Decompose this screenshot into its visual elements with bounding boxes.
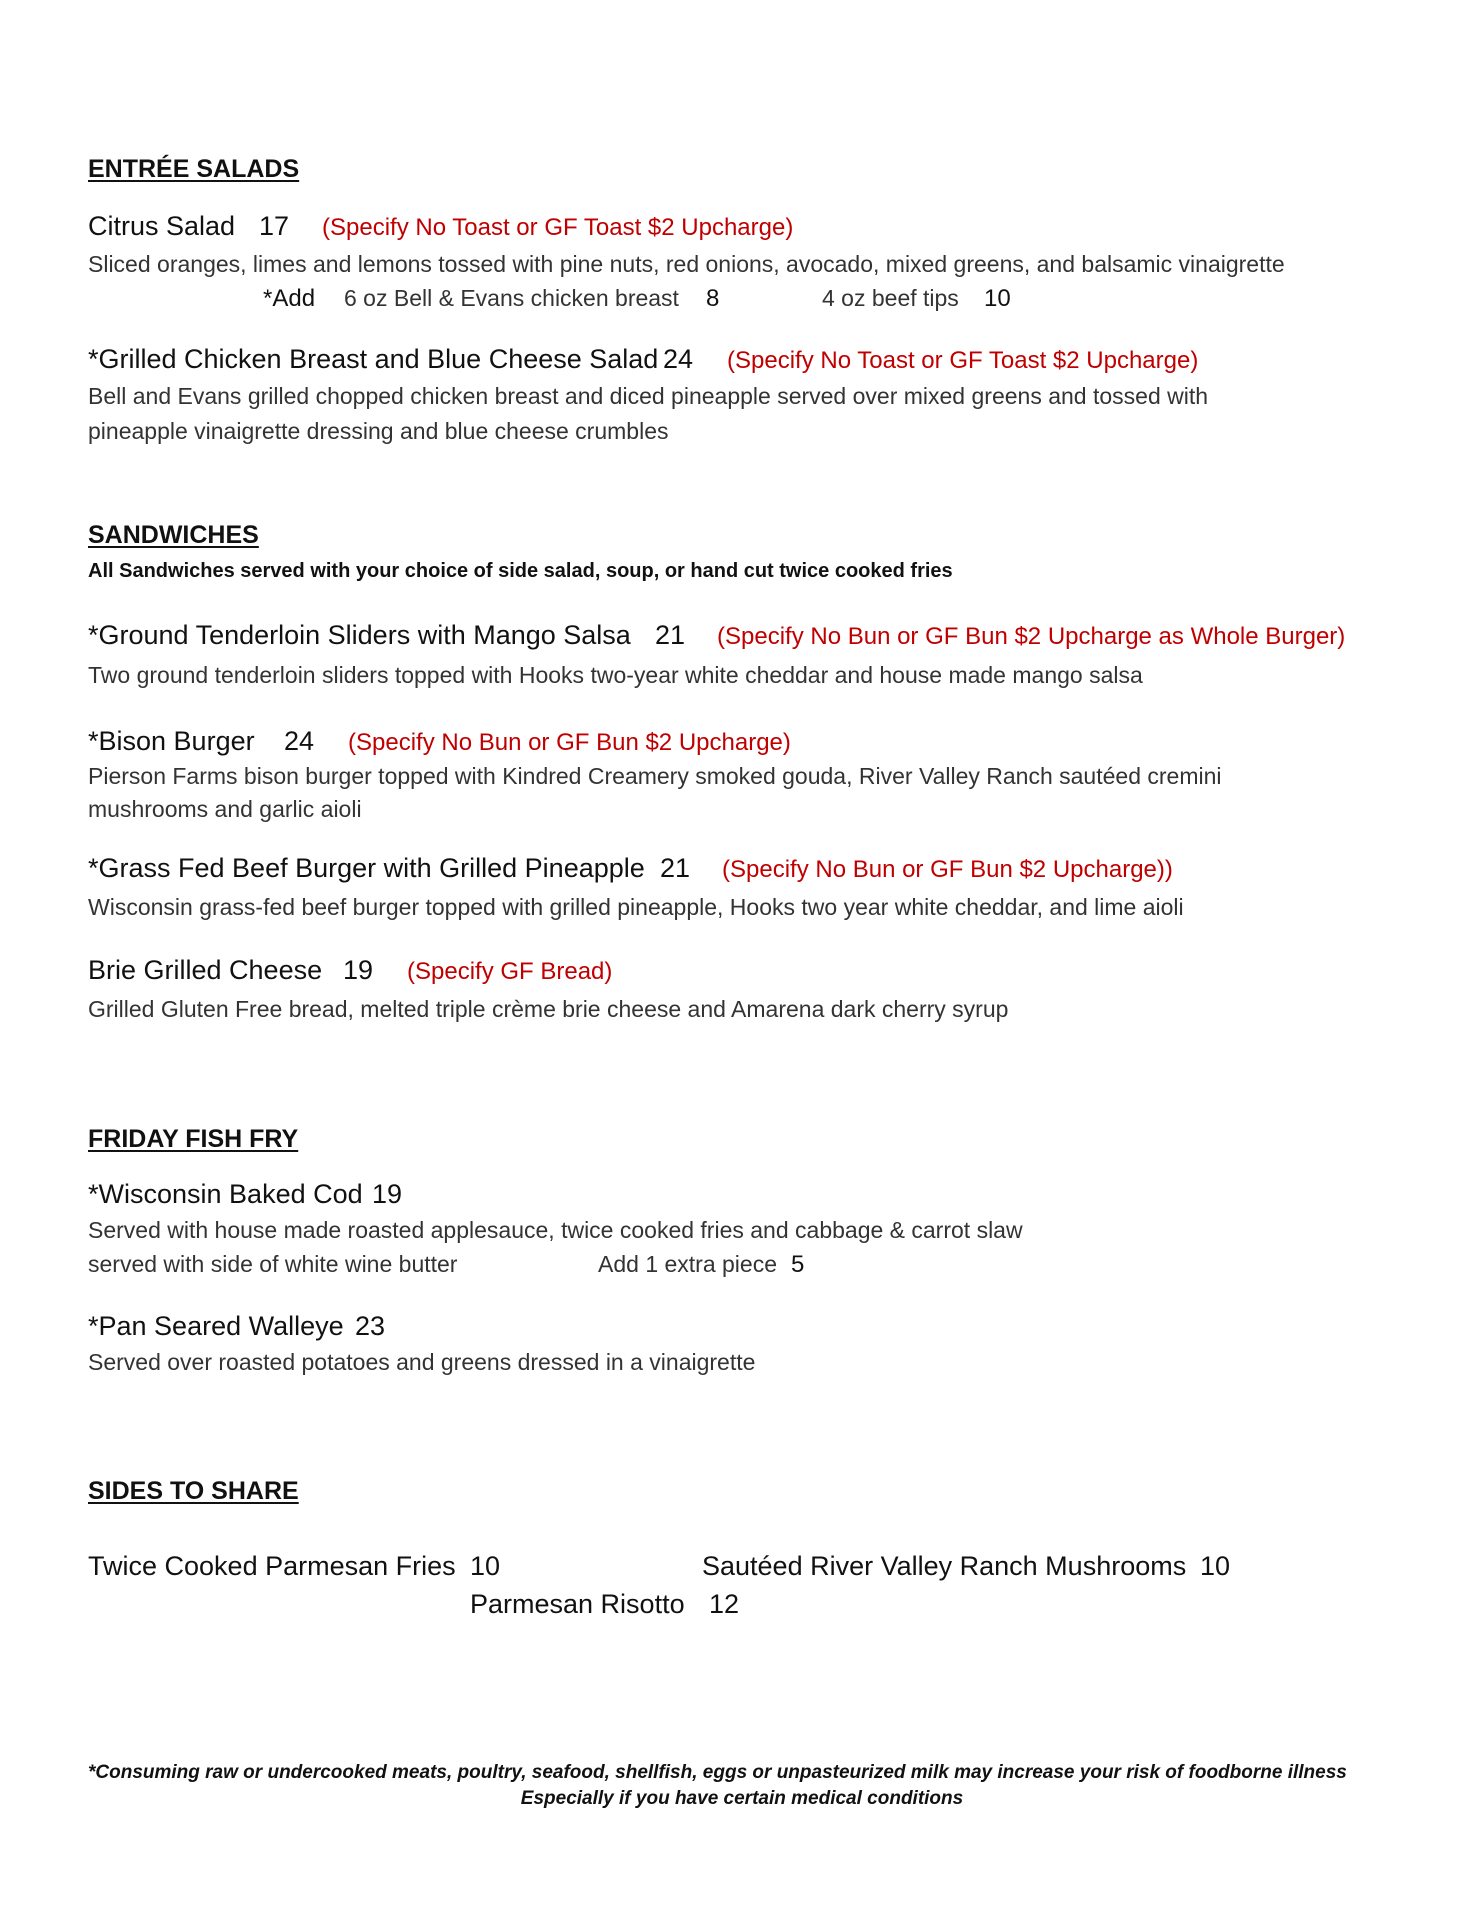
item-desc-line2-bison-burger: mushrooms and garlic aioli — [88, 796, 362, 822]
section-title-entree-salads: ENTRÉE SALADS — [88, 155, 300, 183]
addon-text-extra-piece: Add 1 extra piece — [598, 1251, 778, 1277]
side-price-parmesan-fries: 10 — [470, 1551, 501, 1581]
item-desc-brie-grilled-cheese: Grilled Gluten Free bread, melted triple crème brie cheese and Amarena dark cherry syrup — [88, 996, 1009, 1022]
item-price-tenderloin-sliders: 21 — [655, 620, 686, 650]
item-price-chicken-blue-cheese-salad: 24 — [663, 344, 694, 374]
disclaimer-line1: *Consuming raw or undercooked meats, poultry, seafood, shellfish, eggs or unpasteurized milk may increase your risk of foodborne illness — [88, 1762, 1347, 1783]
item-note-citrus-salad: (Specify No Toast or GF Toast $2 Upcharge) — [322, 214, 794, 241]
item-desc-citrus-salad: Sliced oranges, limes and lemons tossed with pine nuts, red onions, avocado, mixed greens, and balsamic vinaigrette — [88, 251, 1285, 277]
item-name-tenderloin-sliders: *Ground Tenderloin Sliders with Mango Salsa — [88, 620, 631, 650]
item-name-grass-fed-burger: *Grass Fed Beef Burger with Grilled Pineapple — [88, 853, 645, 883]
item-price-baked-cod: 19 — [372, 1179, 403, 1209]
item-desc-line2-baked-cod: served with side of white wine butter — [88, 1251, 458, 1277]
side-name-parmesan-risotto: Parmesan Risotto — [470, 1589, 685, 1619]
item-name-baked-cod: *Wisconsin Baked Cod — [88, 1179, 363, 1209]
addon-text-beef-tips: 4 oz beef tips — [822, 285, 959, 311]
addon-label-citrus-salad: *Add — [263, 285, 316, 312]
item-price-grass-fed-burger: 21 — [660, 853, 691, 883]
side-name-sauteed-mushrooms: Sautéed River Valley Ranch Mushrooms — [702, 1551, 1187, 1581]
item-desc-pan-seared-walleye: Served over roasted potatoes and greens dressed in a vinaigrette — [88, 1349, 756, 1375]
item-price-brie-grilled-cheese: 19 — [343, 955, 374, 985]
section-title-sandwiches: SANDWICHES — [88, 521, 259, 549]
item-price-bison-burger: 24 — [284, 726, 315, 756]
item-note-brie-grilled-cheese: (Specify GF Bread) — [407, 958, 613, 985]
item-name-pan-seared-walleye: *Pan Seared Walleye — [88, 1311, 344, 1341]
side-price-parmesan-risotto: 12 — [709, 1589, 740, 1619]
item-name-citrus-salad: Citrus Salad — [88, 211, 236, 241]
item-note-chicken-blue-cheese-salad: (Specify No Toast or GF Toast $2 Upcharge) — [727, 347, 1199, 374]
addon-text-chicken-breast: 6 oz Bell & Evans chicken breast — [344, 285, 679, 311]
disclaimer-line2: Especially if you have certain medical conditions — [520, 1788, 964, 1809]
item-note-tenderloin-sliders: (Specify No Bun or GF Bun $2 Upcharge as Whole Burger) — [717, 623, 1346, 650]
item-desc-line1-chicken-blue-cheese-salad: Bell and Evans grilled chopped chicken breast and diced pineapple served over mixed greens and tossed with — [88, 383, 1209, 409]
section-title-sides-to-share: SIDES TO SHARE — [88, 1477, 299, 1505]
addon-price-extra-piece: 5 — [791, 1251, 805, 1278]
item-desc-line1-bison-burger: Pierson Farms bison burger topped with Kindred Creamery smoked gouda, River Valley Ranch sautéed cremini — [88, 763, 1222, 789]
side-name-parmesan-fries: Twice Cooked Parmesan Fries — [88, 1551, 456, 1581]
item-name-chicken-blue-cheese-salad: *Grilled Chicken Breast and Blue Cheese Salad — [88, 344, 659, 374]
item-price-citrus-salad: 17 — [259, 211, 290, 241]
addon-price-beef-tips: 10 — [984, 285, 1011, 312]
item-desc-line1-baked-cod: Served with house made roasted applesauce, twice cooked fries and cabbage & carrot slaw — [88, 1217, 1023, 1243]
item-name-brie-grilled-cheese: Brie Grilled Cheese — [88, 955, 323, 985]
side-price-sauteed-mushrooms: 10 — [1200, 1551, 1231, 1581]
item-desc-grass-fed-burger: Wisconsin grass-fed beef burger topped with grilled pineapple, Hooks two year white cheddar, and lime aioli — [88, 894, 1184, 920]
item-name-bison-burger: *Bison Burger — [88, 726, 255, 756]
item-note-bison-burger: (Specify No Bun or GF Bun $2 Upcharge) — [348, 729, 791, 756]
item-note-grass-fed-burger: (Specify No Bun or GF Bun $2 Upcharge)) — [722, 856, 1173, 883]
section-title-friday-fish-fry: FRIDAY FISH FRY — [88, 1125, 299, 1153]
item-desc-line2-chicken-blue-cheese-salad: pineapple vinaigrette dressing and blue cheese crumbles — [88, 418, 669, 444]
addon-price-chicken-breast: 8 — [706, 285, 720, 312]
item-desc-tenderloin-sliders: Two ground tenderloin sliders topped with Hooks two-year white cheddar and house made mango salsa — [88, 662, 1143, 688]
item-price-pan-seared-walleye: 23 — [355, 1311, 386, 1341]
section-subtitle-sandwiches: All Sandwiches served with your choice of side salad, soup, or hand cut twice cooked fries — [88, 560, 953, 582]
